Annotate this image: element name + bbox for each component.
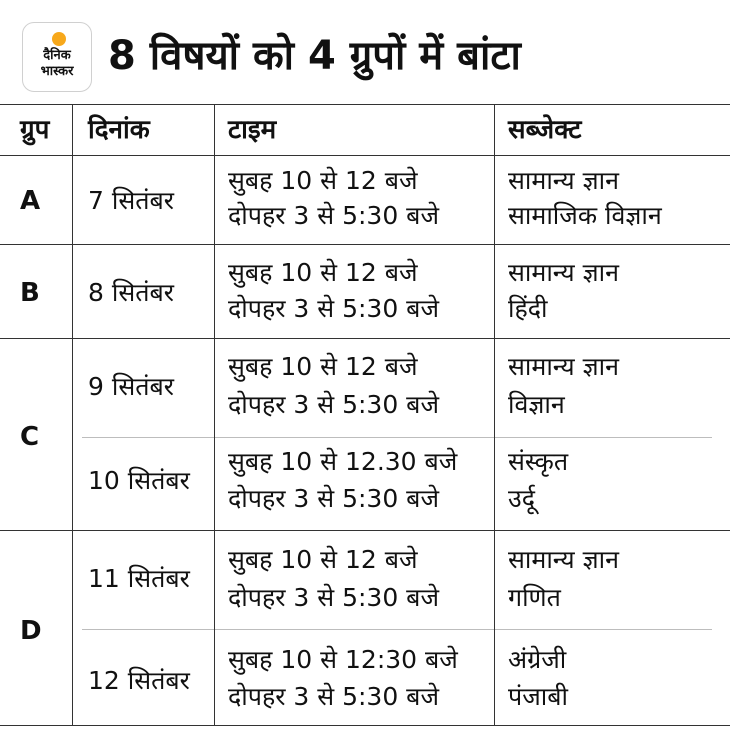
time-morning: सुबह 10 से 12 बजे [228,545,418,574]
column-divider [494,104,495,726]
page-header [0,0,730,104]
dainik-bhaskar-logo [22,22,92,92]
date-cell: 9 सितंबर [88,372,174,401]
sub-row-divider [82,629,712,630]
time-afternoon: दोपहर 3 से 5:30 बजे [228,201,440,230]
table-bottom-border [0,725,730,726]
time-afternoon: दोपहर 3 से 5:30 बजे [228,583,440,612]
subject-1: सामान्य ज्ञान [508,352,619,381]
time-afternoon: दोपहर 3 से 5:30 बजे [228,390,440,419]
date-cell: 11 सितंबर [88,564,190,593]
column-header-group: ग्रुप [20,115,50,145]
group-label-a: A [20,186,41,216]
column-header-date: दिनांक [88,115,150,145]
group-label-d: D [20,616,42,646]
column-header-time: टाइम [228,115,277,145]
sun-icon [52,32,66,46]
time-morning: सुबह 10 से 12 बजे [228,352,418,381]
time-morning: सुबह 10 से 12.30 बजे [228,447,458,476]
row-divider [0,244,730,245]
subject-2: गणित [508,583,561,612]
time-morning: सुबह 10 से 12:30 बजे [228,645,458,674]
group-label-b: B [20,278,40,308]
date-cell: 8 सितंबर [88,278,174,307]
date-cell: 10 सितंबर [88,466,190,495]
time-afternoon: दोपहर 3 से 5:30 बजे [228,484,440,513]
subject-2: हिंदी [508,294,548,323]
row-divider [0,530,730,531]
logo-line-1: दैनिक [43,48,71,63]
subject-1: अंग्रेजी [508,645,567,674]
subject-2: विज्ञान [508,390,565,419]
column-divider [214,104,215,726]
subject-2: पंजाबी [508,682,568,711]
time-morning: सुबह 10 से 12 बजे [228,166,418,195]
subject-2: सामाजिक विज्ञान [508,201,662,230]
sub-row-divider [82,437,712,438]
group-label-c: C [20,422,40,452]
date-cell: 7 सितंबर [88,186,174,215]
time-afternoon: दोपहर 3 से 5:30 बजे [228,682,440,711]
subject-1: सामान्य ज्ञान [508,545,619,574]
row-divider [0,338,730,339]
column-divider [72,104,73,726]
page-title: 8 विषयों को 4 ग्रुपों में बांटा [108,33,521,79]
logo-line-2: भास्कर [40,64,74,79]
subject-1: सामान्य ज्ञान [508,258,619,287]
subject-1: संस्कृत [508,447,569,476]
time-morning: सुबह 10 से 12 बजे [228,258,418,287]
subject-2: उर्दू [508,484,535,513]
subject-1: सामान्य ज्ञान [508,166,619,195]
header-bottom-border [0,155,730,156]
date-cell: 12 सितंबर [88,666,190,695]
column-header-subject: सब्जेक्ट [508,115,582,145]
time-afternoon: दोपहर 3 से 5:30 बजे [228,294,440,323]
table-top-border [0,104,730,105]
